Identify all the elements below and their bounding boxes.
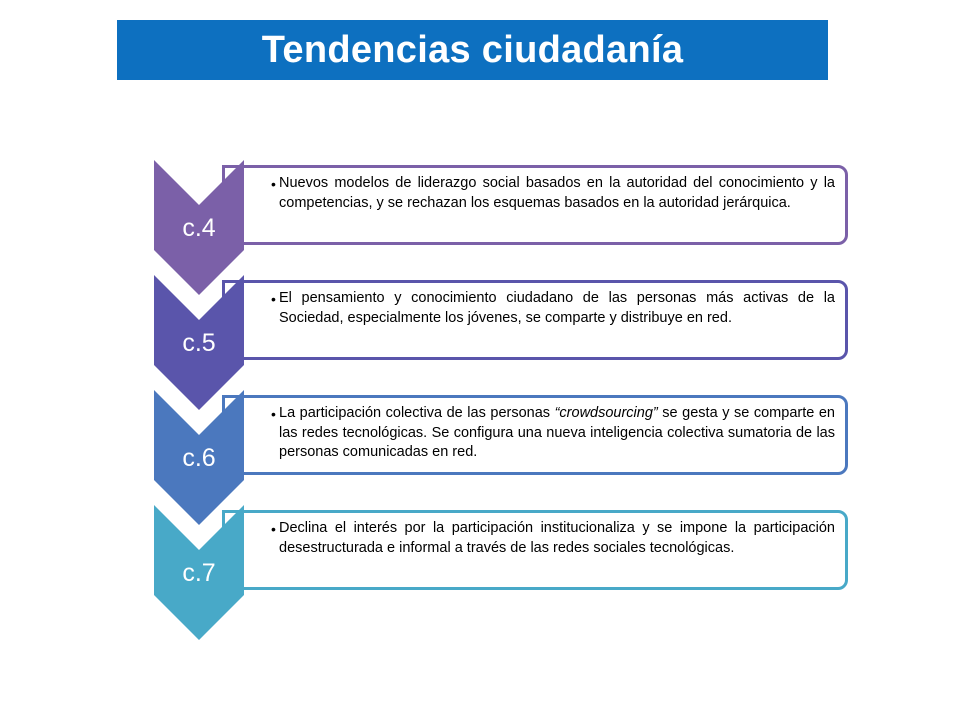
step-card (222, 165, 848, 245)
bullet-dot: • (271, 291, 276, 307)
bullet-item (271, 289, 835, 328)
text-segment: se gesta y se comparte en las redes tecnológicas. Se configura una nueva inteligencia colectiva sumatoria de las personas comunicadas en red. (279, 405, 835, 460)
page-title: Tendencias ciudadanía (261, 28, 684, 71)
step-description (279, 404, 835, 463)
step-card (222, 510, 848, 590)
emphasized-term: “crowdsourcing” (554, 405, 658, 421)
bullet-dot: • (271, 406, 276, 422)
text-segment: La participación colectiva de las personas (279, 405, 555, 421)
step-label: c.7 (182, 559, 216, 587)
bullet-item (271, 174, 835, 213)
bullet-item (271, 404, 835, 463)
step-card (222, 280, 848, 360)
bullet-dot: • (271, 176, 276, 192)
step-label: c.6 (182, 444, 216, 472)
bullet-item (271, 519, 835, 558)
step-description: Nuevos modelos de liderazgo social basados en la autoridad del conocimiento y la competencias, y se rechazan los esquemas basados en la autoridad jerárquica. (279, 175, 835, 211)
step-card (222, 395, 848, 475)
bullet-dot: • (271, 521, 276, 537)
step-row (0, 505, 960, 640)
step-description: Declina el interés por la participación institucionaliza y se impone la participación desestructurada e informal a través de las redes sociales tecnológicas. (279, 520, 835, 556)
step-description: El pensamiento y conocimiento ciudadano de las personas más activas de la Sociedad, especialmente los jóvenes, se comparte y distribuye en red. (279, 290, 835, 326)
step-label: c.5 (182, 329, 216, 357)
step-label: c.4 (182, 214, 216, 242)
